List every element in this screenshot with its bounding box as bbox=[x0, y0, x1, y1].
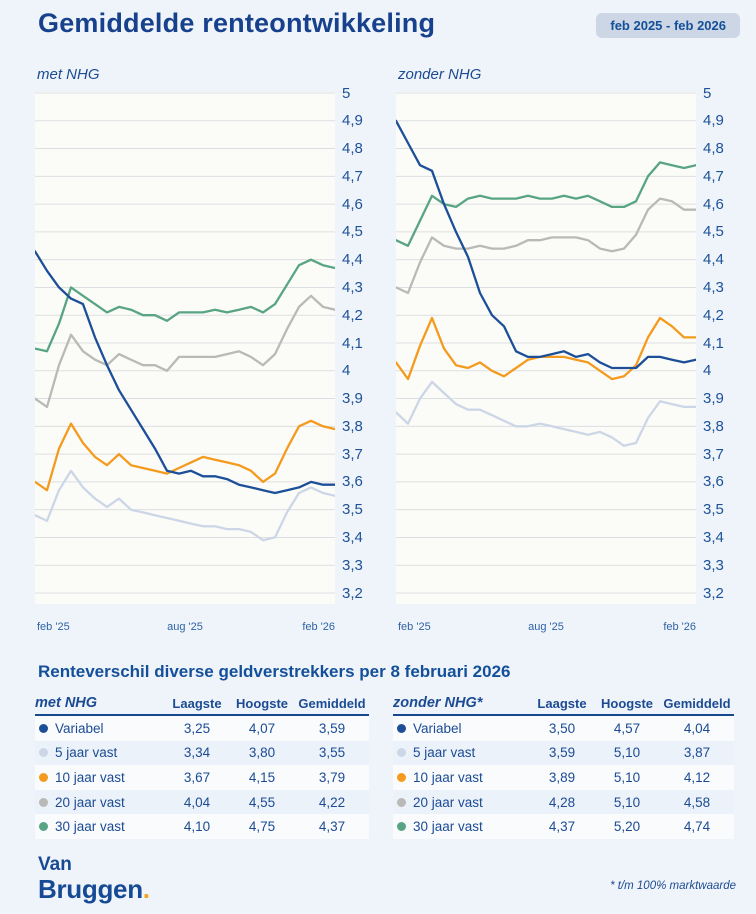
row-label-text: 20 jaar vast bbox=[55, 794, 125, 810]
row-label bbox=[35, 745, 165, 760]
y-axis-label: 4,4 bbox=[703, 251, 724, 269]
y-axis-label: 4,8 bbox=[703, 140, 724, 158]
series-line-5-jaar-vast bbox=[35, 471, 335, 540]
y-axis-label: 3,2 bbox=[703, 584, 724, 602]
y-axis-label: 5 bbox=[342, 84, 351, 102]
rate-value: 5,20 bbox=[613, 819, 641, 835]
line-chart-zonder-nhg bbox=[396, 92, 696, 604]
y-axis-label: 3,2 bbox=[342, 584, 363, 602]
table-title: met NHG bbox=[35, 695, 98, 711]
logo-line2: Bruggen. bbox=[38, 874, 150, 904]
table-row bbox=[35, 716, 369, 741]
y-axis-label: 4,2 bbox=[342, 306, 363, 324]
row-label bbox=[393, 745, 530, 760]
y-axis-label: 4,2 bbox=[703, 306, 724, 324]
rate-value: 4,15 bbox=[248, 769, 276, 785]
y-axis-label: 4,9 bbox=[342, 112, 363, 130]
logo-line1: Van bbox=[38, 854, 72, 875]
rate-value: 3,89 bbox=[548, 769, 576, 785]
rate-value: 3,59 bbox=[548, 745, 576, 761]
row-label-text: Variabel bbox=[413, 720, 462, 736]
series-line-20-jaar-vast bbox=[396, 199, 696, 293]
series-line-5-jaar-vast bbox=[396, 382, 696, 446]
y-axis-label: 4,3 bbox=[703, 278, 724, 296]
rate-value: 4,04 bbox=[683, 720, 711, 736]
rate-value: 4,22 bbox=[318, 794, 346, 810]
table-header-row bbox=[35, 694, 369, 716]
table-row bbox=[393, 790, 734, 815]
y-axis-met-nhg bbox=[342, 84, 378, 604]
table-header-row bbox=[393, 694, 734, 716]
row-label bbox=[393, 770, 530, 785]
rate-value: 4,07 bbox=[248, 720, 276, 736]
row-label-text: 30 jaar vast bbox=[413, 819, 483, 835]
table-row bbox=[393, 814, 734, 839]
x-axis-label: aug '25 bbox=[167, 621, 203, 633]
row-label-text: Variabel bbox=[55, 720, 104, 736]
rate-table-met-nhg bbox=[35, 694, 369, 839]
rate-value: 4,10 bbox=[183, 819, 211, 835]
row-label bbox=[35, 819, 165, 834]
x-axis-label: feb '26 bbox=[302, 621, 335, 633]
y-axis-label: 4,5 bbox=[703, 223, 724, 241]
y-axis-label: 4,8 bbox=[342, 140, 363, 158]
van-bruggen-logo bbox=[38, 855, 150, 902]
row-label-text: 5 jaar vast bbox=[55, 745, 118, 761]
rate-table-zonder-nhg bbox=[393, 694, 734, 839]
legend-dot-icon bbox=[39, 748, 48, 757]
y-axis-label: 3,8 bbox=[342, 417, 363, 435]
chart-title-zonder-nhg: zonder NHG bbox=[398, 66, 482, 83]
column-header-hoogste: Hoogste bbox=[601, 696, 653, 711]
table-row bbox=[35, 765, 369, 790]
y-axis-label: 3,9 bbox=[342, 390, 363, 408]
period-badge: feb 2025 - feb 2026 bbox=[596, 13, 740, 38]
y-axis-label: 4,9 bbox=[703, 112, 724, 130]
rate-value: 4,28 bbox=[548, 794, 576, 810]
x-axis-label: feb '26 bbox=[663, 621, 696, 633]
rate-value: 3,80 bbox=[248, 745, 276, 761]
rate-value: 4,74 bbox=[683, 819, 711, 835]
y-axis-label: 3,3 bbox=[703, 556, 724, 574]
legend-dot-icon bbox=[397, 798, 406, 807]
rate-value: 4,04 bbox=[183, 794, 211, 810]
x-axis-met-nhg bbox=[35, 621, 335, 637]
legend-dot-icon bbox=[397, 822, 406, 831]
y-axis-label: 4,3 bbox=[342, 278, 363, 296]
y-axis-label: 3,9 bbox=[703, 390, 724, 408]
row-label bbox=[35, 795, 165, 810]
legend-dot-icon bbox=[39, 773, 48, 782]
rate-value: 4,58 bbox=[683, 794, 711, 810]
row-label-text: 30 jaar vast bbox=[55, 819, 125, 835]
page-title: Gemiddelde renteontwikkeling bbox=[38, 8, 436, 38]
rate-value: 5,10 bbox=[613, 794, 641, 810]
column-header-hoogste: Hoogste bbox=[236, 696, 288, 711]
chart-title-met-nhg: met NHG bbox=[37, 66, 100, 83]
table-row bbox=[35, 741, 369, 766]
column-header-gemiddeld: Gemiddeld bbox=[663, 696, 731, 711]
rate-value: 4,57 bbox=[613, 720, 641, 736]
table-row bbox=[35, 790, 369, 815]
series-line-10-jaar-vast bbox=[396, 318, 696, 379]
y-axis-zonder-nhg bbox=[703, 84, 739, 604]
y-axis-label: 3,4 bbox=[342, 528, 363, 546]
rate-value: 4,37 bbox=[318, 819, 346, 835]
y-axis-label: 3,3 bbox=[342, 556, 363, 574]
y-axis-label: 4,6 bbox=[342, 195, 363, 213]
row-label-text: 5 jaar vast bbox=[413, 745, 476, 761]
x-axis-label: aug '25 bbox=[528, 621, 564, 633]
row-label bbox=[393, 819, 530, 834]
rate-value: 3,79 bbox=[318, 769, 346, 785]
rate-value: 4,75 bbox=[248, 819, 276, 835]
rate-value: 3,50 bbox=[548, 720, 576, 736]
rate-value: 4,55 bbox=[248, 794, 276, 810]
legend-dot-icon bbox=[39, 822, 48, 831]
rate-value: 4,37 bbox=[548, 819, 576, 835]
table-row bbox=[393, 716, 734, 741]
rate-value: 5,10 bbox=[613, 769, 641, 785]
legend-dot-icon bbox=[397, 724, 406, 733]
y-axis-label: 5 bbox=[703, 84, 712, 102]
y-axis-label: 4,1 bbox=[703, 334, 724, 352]
column-header-laagste: Laagste bbox=[172, 696, 222, 711]
x-axis-label: feb '25 bbox=[37, 621, 70, 633]
row-label bbox=[393, 795, 530, 810]
row-label bbox=[35, 770, 165, 785]
y-axis-label: 4 bbox=[703, 362, 712, 380]
y-axis-label: 4 bbox=[342, 362, 351, 380]
rate-value: 3,55 bbox=[318, 745, 346, 761]
y-axis-label: 4,6 bbox=[703, 195, 724, 213]
series-line-10-jaar-vast bbox=[35, 421, 335, 490]
table-row bbox=[393, 741, 734, 766]
footnote-marktwaarde: * t/m 100% marktwaarde bbox=[610, 880, 736, 892]
row-label-text: 10 jaar vast bbox=[413, 769, 483, 785]
x-axis-zonder-nhg bbox=[396, 621, 696, 637]
table-title: zonder NHG* bbox=[393, 695, 483, 711]
row-label bbox=[393, 721, 530, 736]
y-axis-label: 3,7 bbox=[342, 445, 363, 463]
series-line-30-jaar-vast bbox=[35, 260, 335, 352]
legend-dot-icon bbox=[397, 748, 406, 757]
y-axis-label: 4,5 bbox=[342, 223, 363, 241]
y-axis-label: 4,4 bbox=[342, 251, 363, 269]
table-section-title: Renteverschil diverse geldverstrekkers per 8 februari 2026 bbox=[38, 662, 511, 681]
legend-dot-icon bbox=[397, 773, 406, 782]
column-header-laagste: Laagste bbox=[537, 696, 587, 711]
rate-value: 3,34 bbox=[183, 745, 211, 761]
y-axis-label: 3,5 bbox=[342, 501, 363, 519]
y-axis-label: 3,8 bbox=[703, 417, 724, 435]
row-label bbox=[35, 721, 165, 736]
legend-dot-icon bbox=[39, 724, 48, 733]
y-axis-label: 3,6 bbox=[342, 473, 363, 491]
y-axis-label: 4,7 bbox=[703, 167, 724, 185]
y-axis-label: 4,1 bbox=[342, 334, 363, 352]
legend-dot-icon bbox=[39, 798, 48, 807]
y-axis-label: 3,7 bbox=[703, 445, 724, 463]
column-header-gemiddeld: Gemiddeld bbox=[298, 696, 366, 711]
row-label-text: 10 jaar vast bbox=[55, 769, 125, 785]
rate-value: 5,10 bbox=[613, 745, 641, 761]
rate-value: 3,87 bbox=[683, 745, 711, 761]
line-chart-met-nhg bbox=[35, 92, 335, 604]
rate-value: 4,12 bbox=[683, 769, 711, 785]
row-label-text: 20 jaar vast bbox=[413, 794, 483, 810]
y-axis-label: 3,4 bbox=[703, 528, 724, 546]
y-axis-label: 3,6 bbox=[703, 473, 724, 491]
rate-value: 3,59 bbox=[318, 720, 346, 736]
rate-value: 3,25 bbox=[183, 720, 211, 736]
logo-dot: . bbox=[142, 874, 150, 904]
rate-value: 3,67 bbox=[183, 769, 211, 785]
y-axis-label: 3,5 bbox=[703, 501, 724, 519]
x-axis-label: feb '25 bbox=[398, 621, 431, 633]
table-row bbox=[393, 765, 734, 790]
y-axis-label: 4,7 bbox=[342, 167, 363, 185]
table-row bbox=[35, 814, 369, 839]
